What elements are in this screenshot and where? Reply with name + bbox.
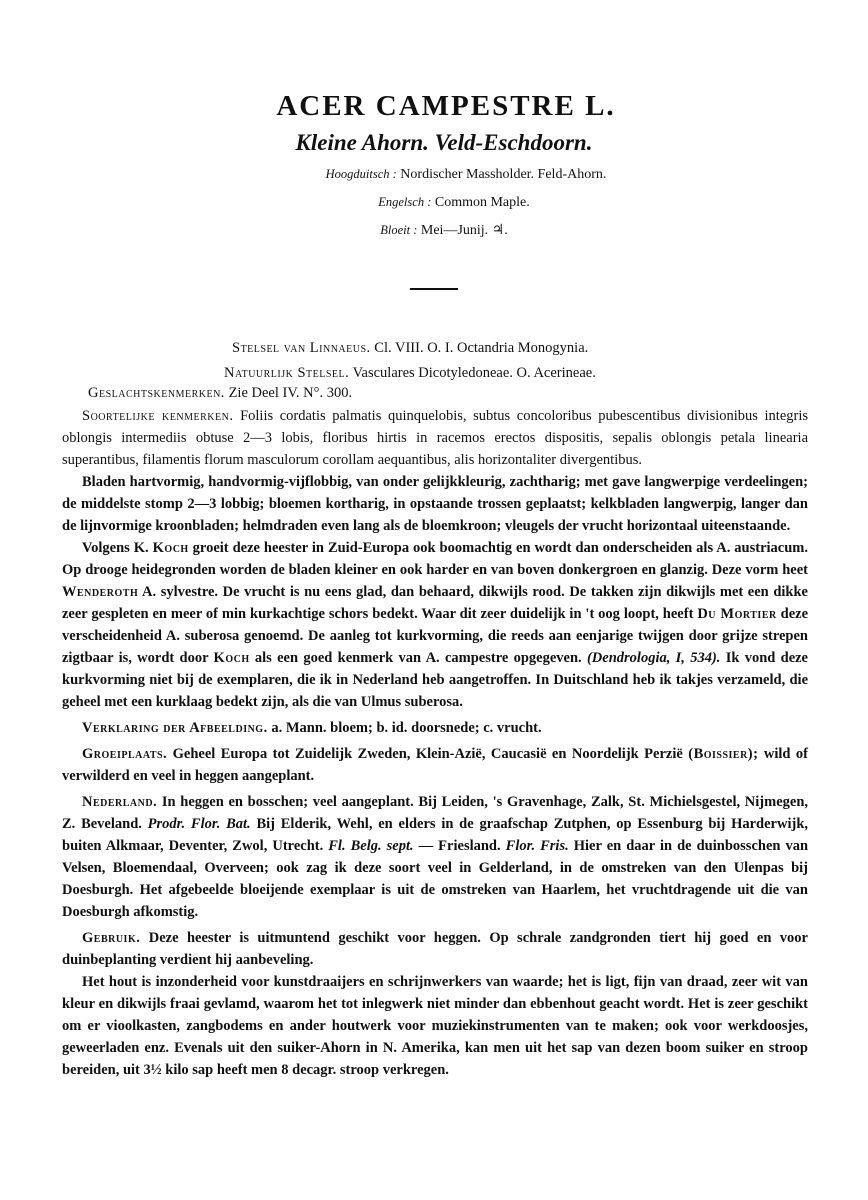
koch-name: Koch	[152, 540, 189, 556]
netherlands-p3: — Friesland.	[418, 838, 501, 854]
main-text	[62, 405, 808, 1081]
english-name	[20, 195, 868, 211]
koch-p4: deze verscheidenheid A. suberosa genoemd. De aanleg tot kurkvorming, die reeds aan eenjarige twijgen door grijze strepen zigtbaar is, wordt door	[62, 606, 809, 666]
habitat	[62, 743, 808, 787]
natural-system	[224, 365, 596, 382]
netherlands-p1: In heggen en bosschen; veel aangeplant. Bij Leiden, 's Gravenhage, Zalk, St. Michielsgestel, Nijmegen, Z. Beveland.	[62, 794, 809, 832]
koch-p5: als een goed kenmerk van A. campestre opgegeven.	[254, 650, 582, 666]
figure-label: Verklaring der Afbeelding.	[82, 720, 268, 736]
wenderoth-name: Wenderoth	[62, 584, 139, 600]
habitat-text-2: wild of verwilderd en veel in heggen aangeplant.	[62, 746, 809, 784]
figure-text: a. Mann. bloem; b. id. doorsnede; c. vrucht.	[271, 720, 542, 736]
flowering-time	[10, 222, 868, 239]
flor-fris-ref: Flor. Fris.	[505, 838, 569, 854]
genus-characters	[88, 385, 352, 402]
wood-usage: Het hout is inzonderheid voor kunstdraaijers en schrijnwerkers van waarde; het is ligt, fijn van draad, zeer wit van kleur en dikwijls fraai gevlamd, waarom het tot inlegwerk niet minder dan ebbenhout geacht wordt. Het is zeer geschikt om er vioolkasten, zangbodems en ander houtwerk voor muziekinstrumenten van te maken; ook voor werkdoosjes, geweerladen enz. Evenals uit den suiker-Ahorn in N. Amerika, kan men uit het sap van dezen boom suiker en stroop bereiden, uit 3½ kilo sap heeft men 8 decagr. stroop verkregen.	[62, 974, 808, 1078]
english-label: Engelsch :	[378, 195, 432, 209]
genus-text: Zie Deel IV. N°. 300.	[228, 385, 353, 401]
koch-p2: groeit deze heester in Zuid-Europa ook boomachtig en wordt dan onderscheiden als A. austriacum. Op drooge heidegronden worden de bladen kleiner en ook harder en van boven donkergroen en glanzig. Deze vorm heet	[62, 540, 809, 578]
page-title: ACER CAMPESTRE L.	[276, 90, 616, 122]
leaf-description: Bladen hartvormig, handvormig-vijflobbig, van onder gelijkkleurig, zachtharig; met gave langwerpige verdeelingen; de middelste stomp 2—3 lobbig; bloemen kortharig, in opstaande trossen geplaatst; kelkbladen langwerpig, langer dan de lijnvormige kroonbladen; helmdraden even lang als de bloemkroon; vleugels der vrucht horizontaal uiteenstaande.	[62, 474, 808, 534]
usage-text: Deze heester is uitmuntend geschikt voor heggen. Op schrale zandgronden tiert hij goed en voor duinbeplanting verdient hij aanbeveling.	[62, 930, 808, 968]
koch-paragraph	[62, 537, 808, 713]
koch-p1: Volgens K.	[82, 540, 149, 556]
dumortier-name: Du Mortier	[697, 606, 777, 622]
german-label: Hoogduitsch :	[325, 167, 397, 181]
genus-label: Geslachtskenmerken.	[88, 385, 225, 401]
linnaeus-text: Cl. VIII. O. I. Octandria Monogynia.	[374, 340, 589, 356]
koch-p3: A. sylvestre. De vrucht is nu eens glad, dan behaard, dikwijls rood. De takken zijn dikwijls met een dikke zeer gespleten en meer of min kurkachtige schors bedekt. Waar dit zeer duidelijk in 't oog loopt, heeft	[62, 584, 808, 622]
species-label: Soortelijke kenmerken.	[82, 408, 234, 424]
separator-rule	[410, 288, 458, 290]
fl-belg-ref: Fl. Belg. sept.	[328, 838, 414, 854]
netherlands-p4: Hier en daar in de duinbosschen van Velsen, Bloemendaal, Overveen; ook zag ik deze soort veel in Gelderland, in de omstreken van den Ulenpas bij Doesburgh. Het afgebeelde bloeijende exemplaar is uit de omstreken van Haarlem, het vruchtdragende uit die van Doesburgh afkomstig.	[62, 838, 809, 920]
flowering-value: Mei—Junij. ♃.	[420, 223, 508, 238]
usage	[62, 927, 808, 971]
usage-label: Gebruik.	[82, 930, 141, 946]
figure-explanation	[62, 717, 808, 739]
habitat-text: Geheel Europa tot Zuidelijk Zweden, Klein-Azië, Caucasië en Noordelijk Perzië	[172, 746, 683, 762]
habitat-label: Groeiplaats.	[82, 746, 168, 762]
prodr-ref: Prodr. Flor. Bat.	[147, 816, 251, 832]
linnaeus-system	[232, 340, 588, 357]
species-text: Foliis cordatis palmatis quinquelobis, subtus concoloribus pubescentibus divisionibus integris oblongis intermediis obtuse 2—3 lobis, floribus hirtis in racemos erectos dispositis, sepalis oblongis petala linearia superantibus, filamentis florum masculorum corollam aequantibus, alis horizontaliter divergentibus.	[62, 408, 809, 468]
german-name	[32, 167, 868, 183]
linnaeus-label: Stelsel van Linnaeus.	[232, 340, 371, 356]
natural-text: Vasculares Dicotyledoneae. O. Acerineae.	[352, 365, 596, 381]
english-value: Common Maple.	[434, 195, 530, 210]
flowering-label: Bloeit :	[380, 223, 418, 237]
koch-name-2: Koch	[213, 650, 250, 666]
netherlands	[62, 791, 808, 923]
dendrologia-ref: (Dendrologia, I, 534).	[586, 650, 721, 666]
boissier-name: (Boissier);	[688, 746, 759, 762]
netherlands-label: Nederland.	[82, 794, 158, 810]
german-value: Nordischer Massholder. Feld-Ahorn.	[400, 167, 607, 182]
page-subtitle: Kleine Ahorn. Veld-Eschdoorn.	[295, 130, 593, 155]
species-characters	[62, 405, 808, 471]
natural-label: Natuurlijk Stelsel.	[224, 365, 350, 381]
koch-p6: Ik vond deze kurkvorming niet bij de exemplaren, die ik in Nederland heb aangetroffen. In Duitschland heb ik takjes verzameld, die geheel met een kurklaag bedekt zijn, als die van Ulmus suberosa.	[62, 650, 808, 710]
netherlands-p2: Bij Elderik, Wehl, en elders in de graafschap Zutphen, op Essenburg bij Harderwijk, buiten Alkmaar, Deventer, Zwol, Utrecht.	[62, 816, 809, 854]
